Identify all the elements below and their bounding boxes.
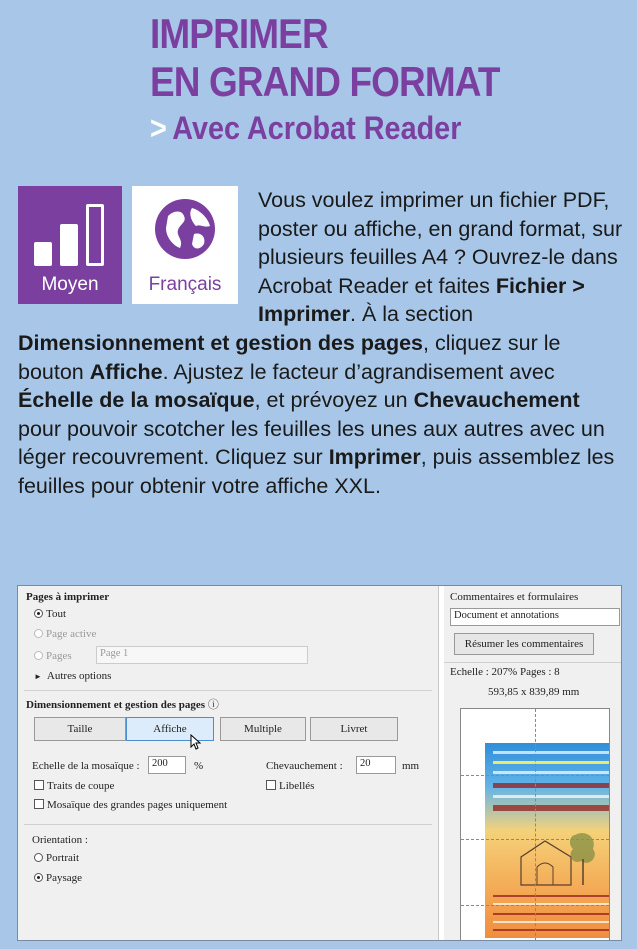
intro-text-3: , cliquez sur le bouton bbox=[18, 330, 561, 384]
radio-pages-range[interactable] bbox=[34, 650, 72, 662]
tab-multiple[interactable]: Multiple bbox=[220, 717, 306, 741]
radio-landscape-label: Paysage bbox=[46, 872, 83, 884]
intro-bold-menu: Fichier > Imprimer bbox=[258, 273, 585, 327]
intro-text-1: Vous voulez imprimer un fichier PDF, poster ou affiche, en grand format, sur plusieurs feuilles A4 ? Ouvrez-le dans Acrobat Reader et faites bbox=[258, 188, 623, 298]
radio-current-page[interactable] bbox=[34, 628, 96, 640]
scale-info: Echelle : 207% Pages : 8 bbox=[450, 666, 560, 678]
subtitle-arrow: > bbox=[150, 110, 167, 146]
cut-marks-box[interactable] bbox=[34, 780, 44, 790]
labels-label: Libellés bbox=[279, 780, 315, 792]
radio-current-label: Page active bbox=[46, 628, 97, 640]
intro-bold-overlap: Chevauchement bbox=[413, 388, 580, 413]
large-pages-label: Mosaïque des grandes pages uniquement bbox=[47, 799, 228, 811]
intro-bold-print: Imprimer bbox=[328, 445, 421, 470]
summarize-comments-button[interactable]: Résumer les commentaires bbox=[454, 633, 594, 655]
expand-arrow-icon: ► bbox=[34, 672, 42, 681]
pages-range-input[interactable]: Page 1 bbox=[96, 646, 308, 664]
intro-bold-scale: Échelle de la mosaïque bbox=[18, 388, 255, 413]
article-title bbox=[150, 10, 547, 148]
radio-portrait-label: Portrait bbox=[46, 852, 79, 864]
tile-scale-label: Echelle de la mosaïque : bbox=[32, 760, 140, 772]
radio-pages-label: Pages bbox=[46, 650, 72, 662]
intro-paragraph bbox=[18, 186, 624, 501]
cut-marks-label: Traits de coupe bbox=[47, 780, 115, 792]
print-preview bbox=[460, 708, 610, 941]
overlap-unit: mm bbox=[402, 760, 420, 772]
print-dialog-left-panel bbox=[18, 586, 439, 941]
intro-text-5: , et prévoyez un bbox=[254, 388, 414, 413]
poster-preview-image bbox=[485, 743, 610, 938]
pages-group-title: Pages à imprimer bbox=[26, 591, 110, 603]
size-info: 593,85 x 839,89 mm bbox=[488, 686, 580, 698]
orientation-title: Orientation : bbox=[32, 834, 88, 846]
comments-select[interactable]: Document et annotations bbox=[450, 608, 620, 626]
tile-scale-input[interactable]: 200 bbox=[148, 756, 186, 774]
more-options-label: Autres options bbox=[46, 670, 112, 682]
language-label: Français bbox=[148, 274, 222, 295]
radio-landscape[interactable] bbox=[34, 872, 82, 884]
print-dialog-right-panel bbox=[444, 586, 622, 941]
tab-booklet[interactable]: Livret bbox=[310, 717, 398, 741]
radio-all-label: Tout bbox=[46, 608, 67, 620]
mouse-cursor-icon bbox=[190, 734, 202, 750]
comments-group-title: Commentaires et formulaires bbox=[450, 591, 579, 603]
intro-text-7: , puis assemblez les feuilles pour obtenir votre affiche XXL. bbox=[18, 445, 615, 498]
radio-portrait[interactable] bbox=[34, 852, 79, 864]
tab-poster[interactable]: Affiche bbox=[126, 717, 214, 741]
labels-box[interactable] bbox=[266, 780, 276, 790]
tab-size[interactable]: Taille bbox=[34, 717, 126, 741]
difficulty-label: Moyen bbox=[41, 274, 99, 295]
radio-current-icon[interactable] bbox=[34, 629, 43, 638]
intro-text-6: pour pouvoir scotcher les feuilles les unes aux autres avec un léger recouvrement. Cliquez sur bbox=[18, 416, 605, 470]
article-subtitle bbox=[150, 108, 507, 148]
overlap-label: Chevauchement : bbox=[266, 760, 343, 772]
title-line-1: IMPRIMER bbox=[150, 10, 328, 57]
church-drawing bbox=[515, 827, 599, 889]
sizing-title-text: Dimensionnement et gestion des pages bbox=[26, 699, 206, 711]
title-line-2: EN GRAND FORMAT bbox=[150, 58, 500, 105]
sizing-group-title bbox=[26, 696, 219, 712]
cut-marks-checkbox[interactable] bbox=[34, 780, 114, 792]
intro-bold-section: Dimensionnement et gestion des pages bbox=[18, 330, 424, 355]
labels-checkbox[interactable] bbox=[266, 780, 314, 792]
radio-all-pages[interactable] bbox=[34, 608, 66, 620]
print-dialog-screenshot bbox=[17, 585, 622, 941]
large-pages-box[interactable] bbox=[34, 799, 44, 809]
intro-text-2: . À la section bbox=[350, 302, 474, 327]
radio-all-icon[interactable] bbox=[34, 609, 43, 618]
subtitle-text: Avec Acrobat Reader bbox=[172, 110, 462, 146]
radio-portrait-icon[interactable] bbox=[34, 853, 43, 862]
intro-bold-poster: Affiche bbox=[89, 359, 163, 384]
radio-landscape-icon[interactable] bbox=[34, 873, 43, 882]
more-options-toggle[interactable] bbox=[34, 670, 111, 682]
tile-scale-unit: % bbox=[194, 760, 204, 772]
info-icon[interactable]: ⓘ bbox=[207, 699, 219, 711]
overlap-input[interactable]: 20 bbox=[356, 756, 396, 774]
large-pages-checkbox[interactable] bbox=[34, 799, 227, 811]
radio-pages-icon[interactable] bbox=[34, 651, 43, 660]
intro-text-4: . Ajustez le facteur d’agrandisement avec bbox=[162, 359, 555, 384]
